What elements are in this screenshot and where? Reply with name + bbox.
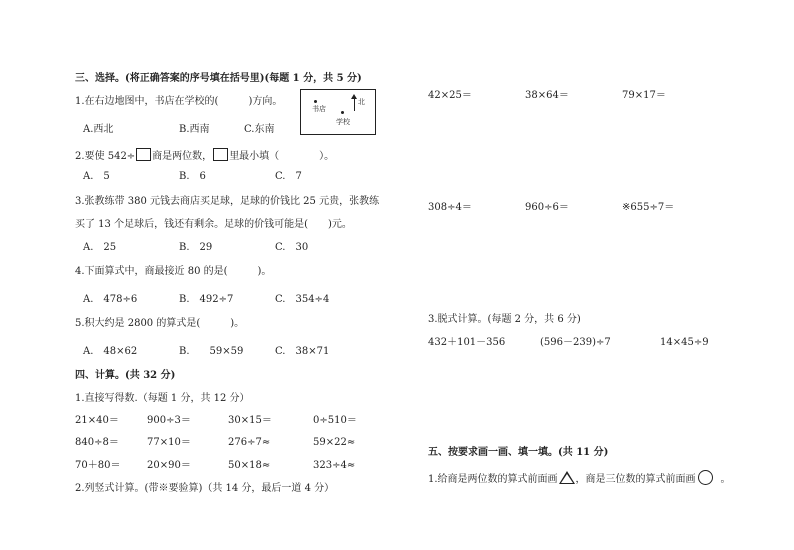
vertical-calc-item: 308÷4＝ xyxy=(428,202,472,213)
q3-line1: 3.张教练带 380 元钱去商店买足球，足球的价钱比 25 元贵，张教练 xyxy=(75,196,380,207)
q2-option-c: C. 7 xyxy=(275,171,302,182)
mixed-calc-heading: 3.脱式计算。(每题 2 分，共 6 分) xyxy=(428,314,581,325)
section5-q1 xyxy=(428,470,731,486)
section4-title: 四、计算。(共 32 分) xyxy=(75,370,176,381)
circle-icon xyxy=(698,470,713,485)
vertical-calc-heading: 2.列竖式计算。(带※要验算)（共 14 分，最后一道 4 分） xyxy=(75,483,335,494)
q3-option-c: C. 30 xyxy=(275,242,309,253)
section3-title: 三、选择。(将正确答案的序号填在括号里)(每题 1 分，共 5 分) xyxy=(75,73,362,84)
blank-box xyxy=(213,148,228,161)
bookstore-dot xyxy=(314,100,317,103)
direct-calc-heading: 1.直接写得数.（每题 1 分，共 12 分） xyxy=(75,393,250,404)
q4-option-c: C. 354÷4 xyxy=(275,294,330,305)
direct-calc-item: 50×18≈ xyxy=(228,460,271,471)
north-arrow-icon xyxy=(354,98,355,111)
q5-option-b: B. 59×59 xyxy=(179,346,244,357)
q2-part2: 商是两位数， xyxy=(152,151,213,162)
triangle-icon xyxy=(559,471,575,484)
direct-calc-item: 70＋80＝ xyxy=(75,460,121,471)
vertical-calc-item: 38×64＝ xyxy=(525,90,569,101)
direct-calc-item: 21×40＝ xyxy=(75,415,119,426)
q1-option-a: A.西北 xyxy=(83,124,114,135)
mixed-calc-item: 432＋101－356 xyxy=(428,337,506,348)
direct-calc-item: 20×90＝ xyxy=(147,460,191,471)
q5-text: 5.积大约是 2800 的算式是( )。 xyxy=(75,318,245,329)
direct-calc-item: 59×22≈ xyxy=(313,437,356,448)
vertical-calc-item: 42×25＝ xyxy=(428,90,472,101)
direct-calc-item: 276÷7≈ xyxy=(228,437,271,448)
q1-text: 1.在右边地图中，书店在学校的( )方向。 xyxy=(75,96,283,107)
vertical-calc-item: 960÷6＝ xyxy=(525,202,569,213)
mixed-calc-item: 14×45÷9 xyxy=(660,337,709,348)
q4-option-a: A. 478÷6 xyxy=(83,294,138,305)
section5-q1-part1: 1.给商是两位数的算式前面画 xyxy=(428,474,558,485)
q1-option-c: C.东南 xyxy=(244,124,275,135)
direction-map xyxy=(300,89,376,135)
north-label: 北 xyxy=(358,98,365,106)
direct-calc-item: 0÷510＝ xyxy=(313,415,357,426)
direct-calc-item: 900÷3＝ xyxy=(147,415,191,426)
section5-q1-part3: 。 xyxy=(720,474,731,485)
q5-option-c: C. 38×71 xyxy=(275,346,330,357)
section5-title: 五、按要求画一画、填一填。(共 11 分) xyxy=(428,447,609,458)
section5-q1-part2: ，商是三位数的算式前面画 xyxy=(575,474,696,485)
vertical-calc-item: 79×17＝ xyxy=(622,90,666,101)
q2-option-b: B. 6 xyxy=(179,171,206,182)
blank-box xyxy=(136,148,151,161)
q2-part1: 2.要使 542÷ xyxy=(75,151,136,162)
direct-calc-item: 840÷8＝ xyxy=(75,437,119,448)
school-label: 学校 xyxy=(336,118,350,126)
q2-option-a: A. 5 xyxy=(83,171,110,182)
direct-calc-item: 77×10＝ xyxy=(147,437,191,448)
q2-part3: 里最小填（ ）。 xyxy=(229,151,335,162)
q2-text xyxy=(75,148,334,163)
direct-calc-item: 323÷4≈ xyxy=(313,460,356,471)
q4-option-b: B. 492÷7 xyxy=(179,294,234,305)
q3-option-b: B. 29 xyxy=(179,242,213,253)
q1-option-b: B.西南 xyxy=(179,124,210,135)
q4-text: 4.下面算式中，商最接近 80 的是( )。 xyxy=(75,266,272,277)
q5-option-a: A. 48×62 xyxy=(83,346,138,357)
vertical-calc-item: ※655÷7＝ xyxy=(622,202,675,213)
bookstore-label: 书店 xyxy=(312,105,326,113)
q3-option-a: A. 25 xyxy=(83,242,117,253)
school-dot xyxy=(341,111,344,114)
direct-calc-item: 30×15＝ xyxy=(228,415,272,426)
mixed-calc-item: (596－239)÷7 xyxy=(540,337,611,348)
q3-line2: 买了 13 个足球后，钱还有剩余。足球的价钱可能是( )元。 xyxy=(75,219,352,230)
